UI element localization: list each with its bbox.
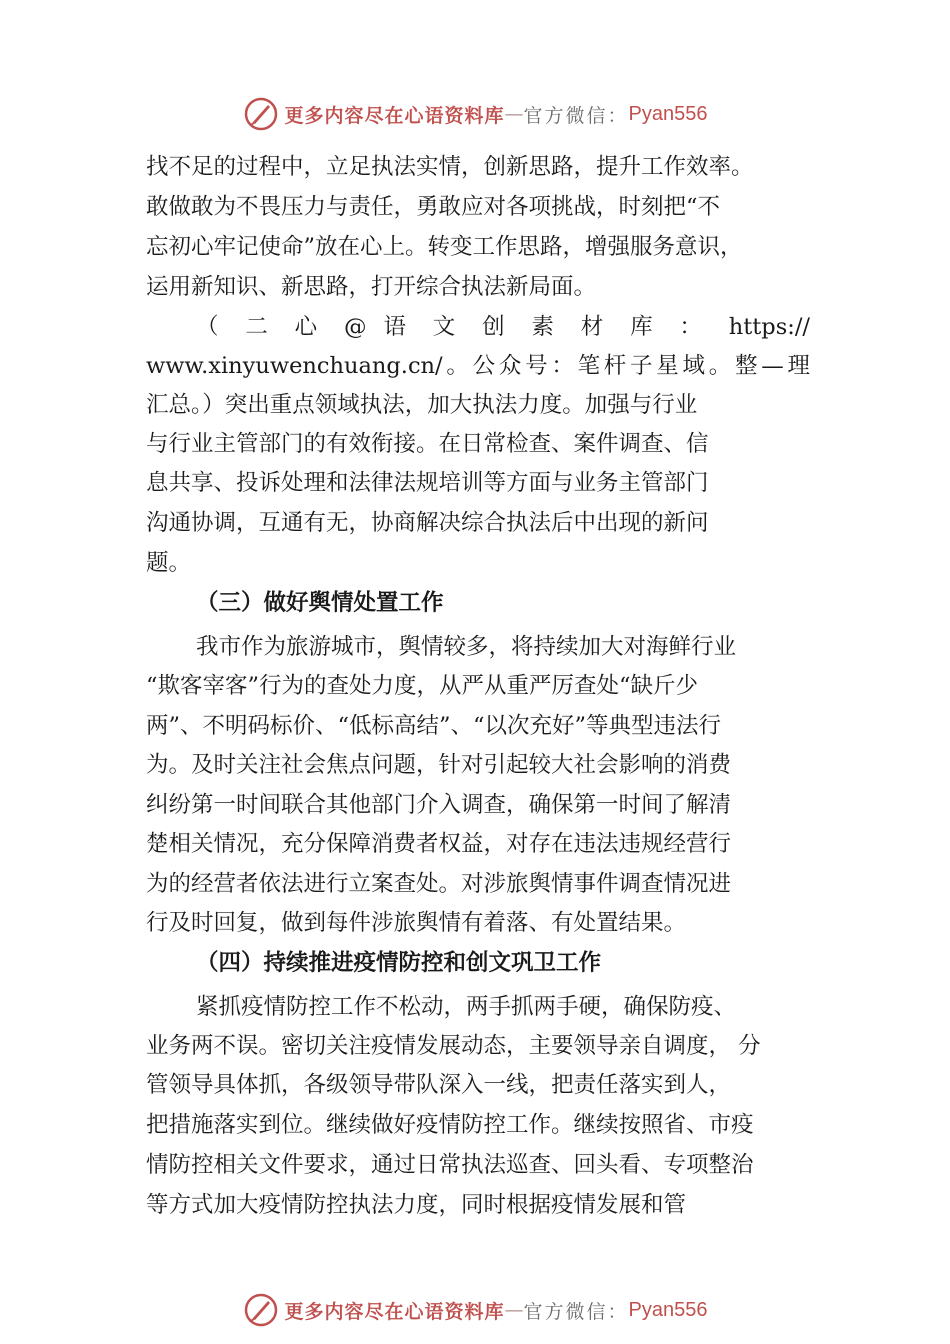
banner-title: 更多内容尽在心语资料库 (284, 1300, 505, 1323)
paragraph-line: 两”、不明码标价、“低标高结”、“以次充好”等典型违法行 (146, 713, 722, 739)
paragraph-line: 沟通协调，互通有无，协商解决综合执法后中出现的新问 (146, 510, 709, 536)
paragraph-line: 楚相关情况，充分保障消费者权益，对存在违法违规经营行 (146, 831, 732, 857)
paragraph-line: 题。 (146, 550, 192, 576)
paragraph-line: 我市作为旅游城市，舆情较多，将持续加大对海鲜行业 (196, 634, 737, 660)
paragraph-line: （ 二 心 @ 语 文 创 素 材 库 ： https:// (196, 314, 810, 340)
paragraph-line: 业务两不误。密切关注疫情发展动态，主要领导亲自调度， 分 (146, 1033, 761, 1059)
paragraph-line: 为。及时关注社会焦点问题，针对引起较大社会影响的消费 (146, 752, 732, 778)
paragraph-line: 等方式加大疫情防控执法力度，同时根据疫情发展和管 (146, 1192, 687, 1218)
paragraph-line: 紧抓疫情防控工作不松动，两手抓两手硬，确保防疫、 (196, 994, 737, 1020)
banner-separator: — (504, 1299, 524, 1321)
paragraph-line: 纠纷第一时间联合其他部门介入调查，确保第一时间了解清 (146, 792, 732, 818)
banner-official-label: 官方微信： (523, 104, 629, 127)
paragraph-line: “欺客宰客”行为的查处力度，从严从重严厉查处“缺斤少 (146, 673, 699, 699)
banner-wechat-id: Pyan556 (628, 102, 708, 125)
paragraph-line: 运用新知识、新思路，打开综合执法新局面。 (146, 274, 597, 300)
paragraph-line: 情防控相关文件要求，通过日常执法巡查、回头看、专项整治 (146, 1152, 754, 1178)
paragraph-line: 行及时回复，做到每件涉旅舆情有着落、有处置结果。 (146, 910, 687, 936)
paragraph-line: 找不足的过程中，立足执法实情，创新思路，提升工作效率。 (146, 154, 754, 180)
paragraph-line: 息共享、投诉处理和法律法规培训等方面与业务主管部门 (146, 470, 709, 496)
banner-separator: — (504, 103, 524, 125)
paragraph-line: 管领导具体抓，各级领导带队深入一线，把责任落实到人， (146, 1072, 732, 1098)
paragraph-line: 与行业主管部门的有效衔接。在日常检查、案件调查、信 (146, 431, 709, 457)
paragraph-line: 忘初心牢记使命”放在心上。转变工作思路，增强服务意识， (146, 234, 743, 260)
quill-logo-icon (243, 96, 279, 132)
paragraph-line: www.xinyuwenchuang.cn/。公众号：笔杆子星域。整—理 (146, 353, 810, 379)
section-heading-3: （三）做好舆情处置工作 (196, 590, 444, 616)
section-heading-4: （四）持续推进疫情防控和创文巩卫工作 (196, 950, 602, 976)
paragraph-line: 敢做敢为不畏压力与责任，勇敢应对各项挑战，时刻把“不 (146, 194, 721, 220)
banner-wechat-id: Pyan556 (628, 1298, 708, 1321)
paragraph-line: 为的经营者依法进行立案查处。对涉旅舆情事件调查情况进 (146, 871, 732, 897)
paragraph-line: 汇总。）突出重点领域执法，加大执法力度。加强与行业 (146, 392, 698, 418)
paragraph-line: 把措施落实到位。继续做好疫情防控工作。继续按照省、市疫 (146, 1112, 754, 1138)
banner-title: 更多内容尽在心语资料库 (284, 104, 505, 127)
footer-banner (0, 1290, 950, 1330)
header-banner (0, 94, 950, 134)
banner-official-label: 官方微信： (523, 1300, 629, 1323)
quill-logo-icon (243, 1292, 279, 1328)
